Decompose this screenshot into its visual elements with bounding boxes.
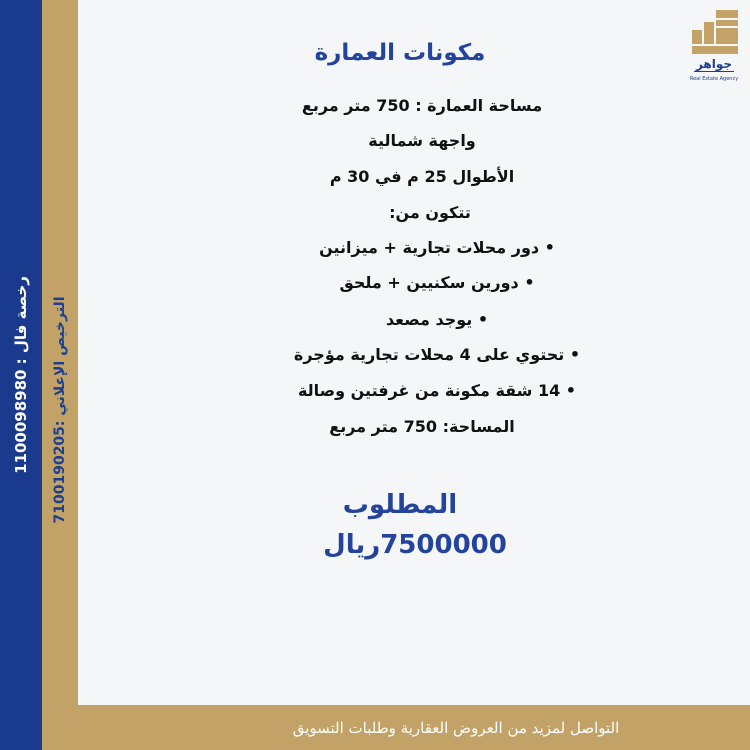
logo-name: جواهر — [695, 57, 733, 71]
page-title: مكونات العمارة — [314, 40, 486, 66]
detail-bullet: • يوجد مصعد — [385, 310, 489, 329]
company-logo — [686, 8, 742, 86]
footer-text: التواصل لمزيد من العروض العقارية وطلبات التسويق — [292, 718, 620, 737]
detail-bullet: • تحتوي على 4 محلات تجارية مؤجرة — [293, 345, 581, 364]
detail-line: مساحة العمارة : 750 متر مربع — [301, 96, 543, 115]
detail-bullet: • دور محلات تجارية + ميزانين — [319, 238, 555, 257]
ad-license-text: الترخيص الإعلاني :7100190205 — [52, 296, 68, 524]
required-label: المطلوب — [342, 490, 458, 520]
price: 7500000ريال — [323, 530, 507, 560]
detail-line: تتكون من: — [389, 203, 471, 222]
footer-bar — [42, 705, 750, 750]
detail-bullet: • دورين سكنيين + ملحق — [339, 273, 535, 292]
detail-line: واجهة شمالية — [368, 131, 476, 150]
logo-subtitle: Real Estate Agency — [689, 76, 739, 82]
detail-line: المساحة: 750 متر مربع — [329, 417, 515, 436]
fal-license-text: رخصة فال : 1100098980 — [12, 276, 30, 474]
detail-bullet: • 14 شقة مكونة من غرفتين وصالة — [297, 381, 577, 400]
detail-line: الأطوال 25 م في 30 م — [329, 167, 515, 186]
